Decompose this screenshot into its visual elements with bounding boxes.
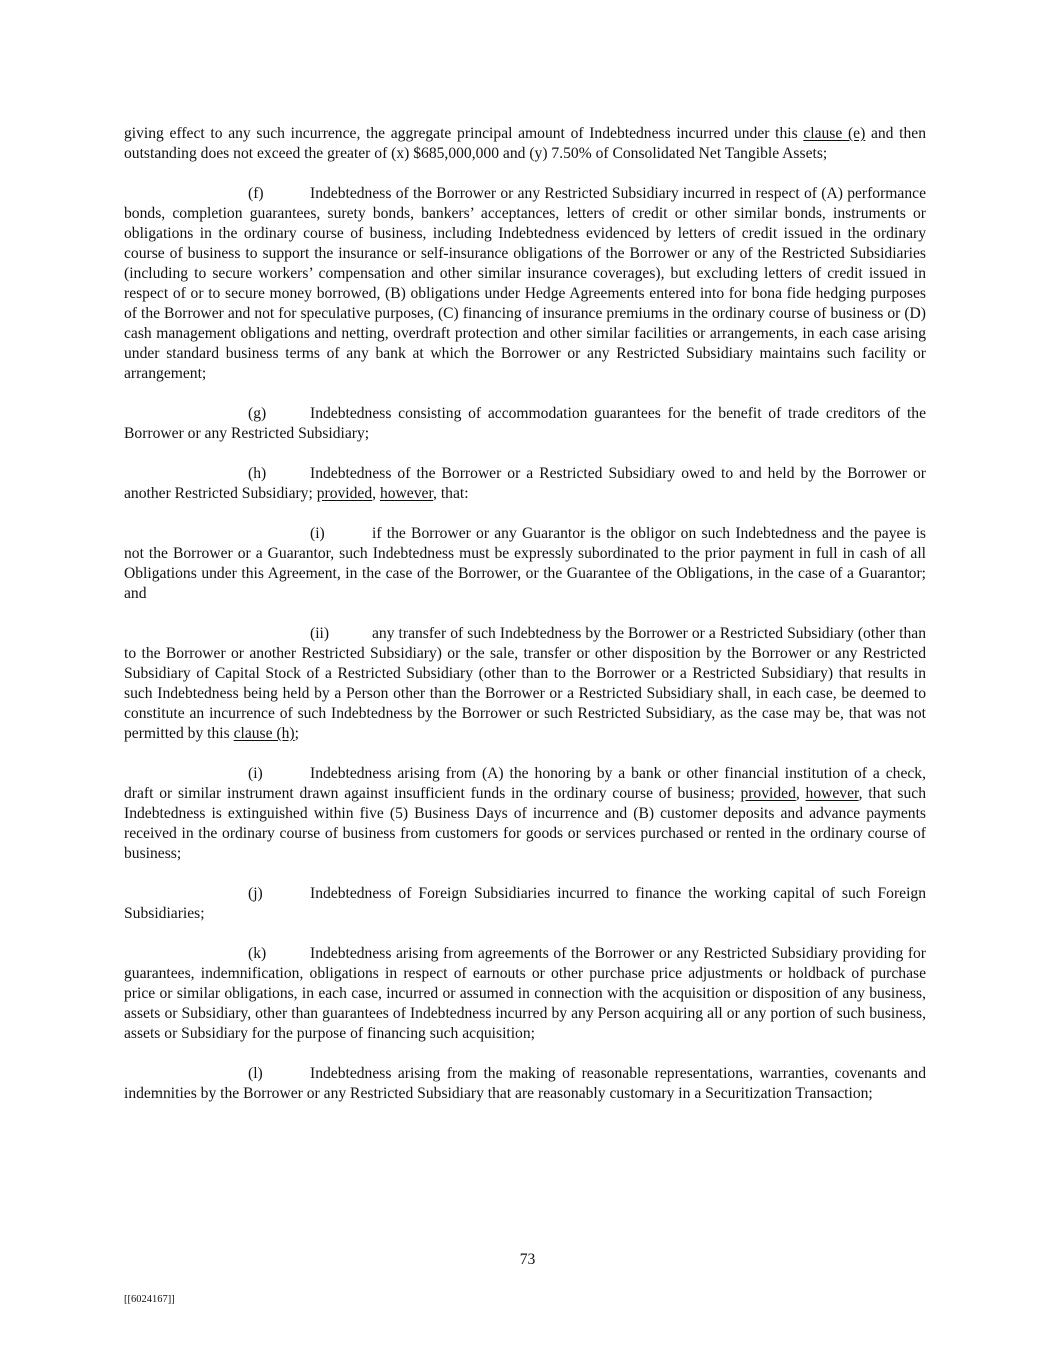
clause-i: (i) Indebtedness arising from (A) the honoring by a bank or other financial institution of a check, draft or similar instrument drawn against insufficient funds in the ordinary course of business; provided, however, that such Indebtedness is extinguished within five (5) Business Days of incurrence and (B) customer deposits and advance payments received in the ordinary course of business from customers for goods or services purchased or rented in the ordinary course of business;: [124, 765, 926, 862]
clause-j: (j) Indebtedness of Foreign Subsidiaries incurred to finance the working capital of such Foreign Subsidiaries;: [124, 885, 926, 922]
however-term: however: [805, 785, 859, 802]
clause-label: (h): [248, 465, 267, 482]
provided-term: provided: [316, 485, 373, 502]
clause-h-i: (i) if the Borrower or any Guarantor is the obligor on such Indebtedness and the payee is not the Borrower or a Guarantor, such Indebtedness must be expressly subordinated to the prior payment in full in cash of all Obligations under this Agreement, in the case of the Borrower, or the Guarantee of the Obligations, in the case of a Guarantor; and: [124, 525, 926, 602]
clause-k: (k) Indebtedness arising from agreements of the Borrower or any Restricted Subsidiary providing for guarantees, indemnification, obligations in respect of earnouts or other purchase price adjustments or holdback of purchase price or similar obligations, in each case, incurred or assumed in connection with the acquisition or disposition of any business, assets or Subsidiary, other than guarantees of Indebtedness incurred by any Person acquiring all or any portion of such business, assets or Subsidiary for the purpose of financing such acquisition;: [124, 945, 926, 1042]
clause-g: (g) Indebtedness consisting of accommodation guarantees for the benefit of trade creditors of the Borrower or any Restricted Subsidiary;: [124, 405, 926, 442]
clause-h-ii: (ii) any transfer of such Indebtedness by the Borrower or a Restricted Subsidiary (other than to the Borrower or another Restricted Subsidiary) or the sale, transfer or other disposition by the Borrower or any Restricted Subsidiary of Capital Stock of a Restricted Subsidiary (other than to the Borrower or a Restricted Subsidiary) that results in such Indebtedness being held by a Person other than the Borrower or a Restricted Subsidiary shall, in each case, be deemed to constitute an incurrence of such Indebtedness by the Borrower or such Restricted Subsidiary, as the case may be, that was not permitted by this clause (h);: [124, 625, 926, 742]
body-text: [124, 124, 926, 1124]
clause-label: (f): [248, 185, 264, 202]
provided-term: provided: [740, 785, 796, 802]
clause-f: (f) Indebtedness of the Borrower or any Restricted Subsidiary incurred in respect of (A) performance bonds, completion guarantees, surety bonds, bankers’ acceptances, letters of credit or other similar bonds, instruments or obligations in the ordinary course of business, including Indebtedness evidenced by letters of credit issued in the ordinary course of business to support the insurance or self-insurance obligations of the Borrower or any of the Restricted Subsidiaries (including to secure workers’ compensation and other similar insurance coverages), but excluding letters of credit issued in respect of or to secure money borrowed, (B) obligations under Hedge Agreements entered into for bona fide hedging purposes of the Borrower and not for speculative purposes, (C) financing of insurance premiums in the ordinary course of business or (D) cash management obligations and netting, overdraft protection and other similar facilities or arrangements, in each case arising under standard business terms of any bank at which the Borrower or any Restricted Subsidiary maintains such facility or arrangement;: [124, 185, 926, 382]
clause-e-reference: clause (e): [803, 125, 866, 142]
subclause-label: (i): [310, 525, 325, 542]
clause-label: (g): [248, 405, 267, 422]
clause-h: (h) Indebtedness of the Borrower or a Restricted Subsidiary owed to and held by the Borrower or another Restricted Subsidiary; provided, however, that:: [124, 465, 926, 502]
document-id: [[6024167]]: [124, 1294, 175, 1305]
however-term: however: [379, 485, 434, 502]
clause-l: (l) Indebtedness arising from the making of reasonable representations, warranties, covenants and indemnities by the Borrower or any Restricted Subsidiary that are reasonably customary in a Securitization Transaction;: [124, 1065, 926, 1102]
subclause-label: (ii): [310, 625, 330, 642]
clause-label: (l): [248, 1065, 263, 1082]
clause-label: (k): [248, 945, 267, 962]
clause-label: (j): [248, 885, 263, 902]
continuation-paragraph: giving effect to any such incurrence, the aggregate principal amount of Indebtedness incurred under this clause (e) and then outstanding does not exceed the greater of (x) $685,000,000 and (y) 7.50% of Consolidated Net Tangible Assets;: [124, 125, 926, 162]
page-number: 73: [519, 1251, 536, 1268]
clause-label: (i): [248, 765, 263, 782]
clause-h-reference: clause (h): [233, 725, 295, 742]
